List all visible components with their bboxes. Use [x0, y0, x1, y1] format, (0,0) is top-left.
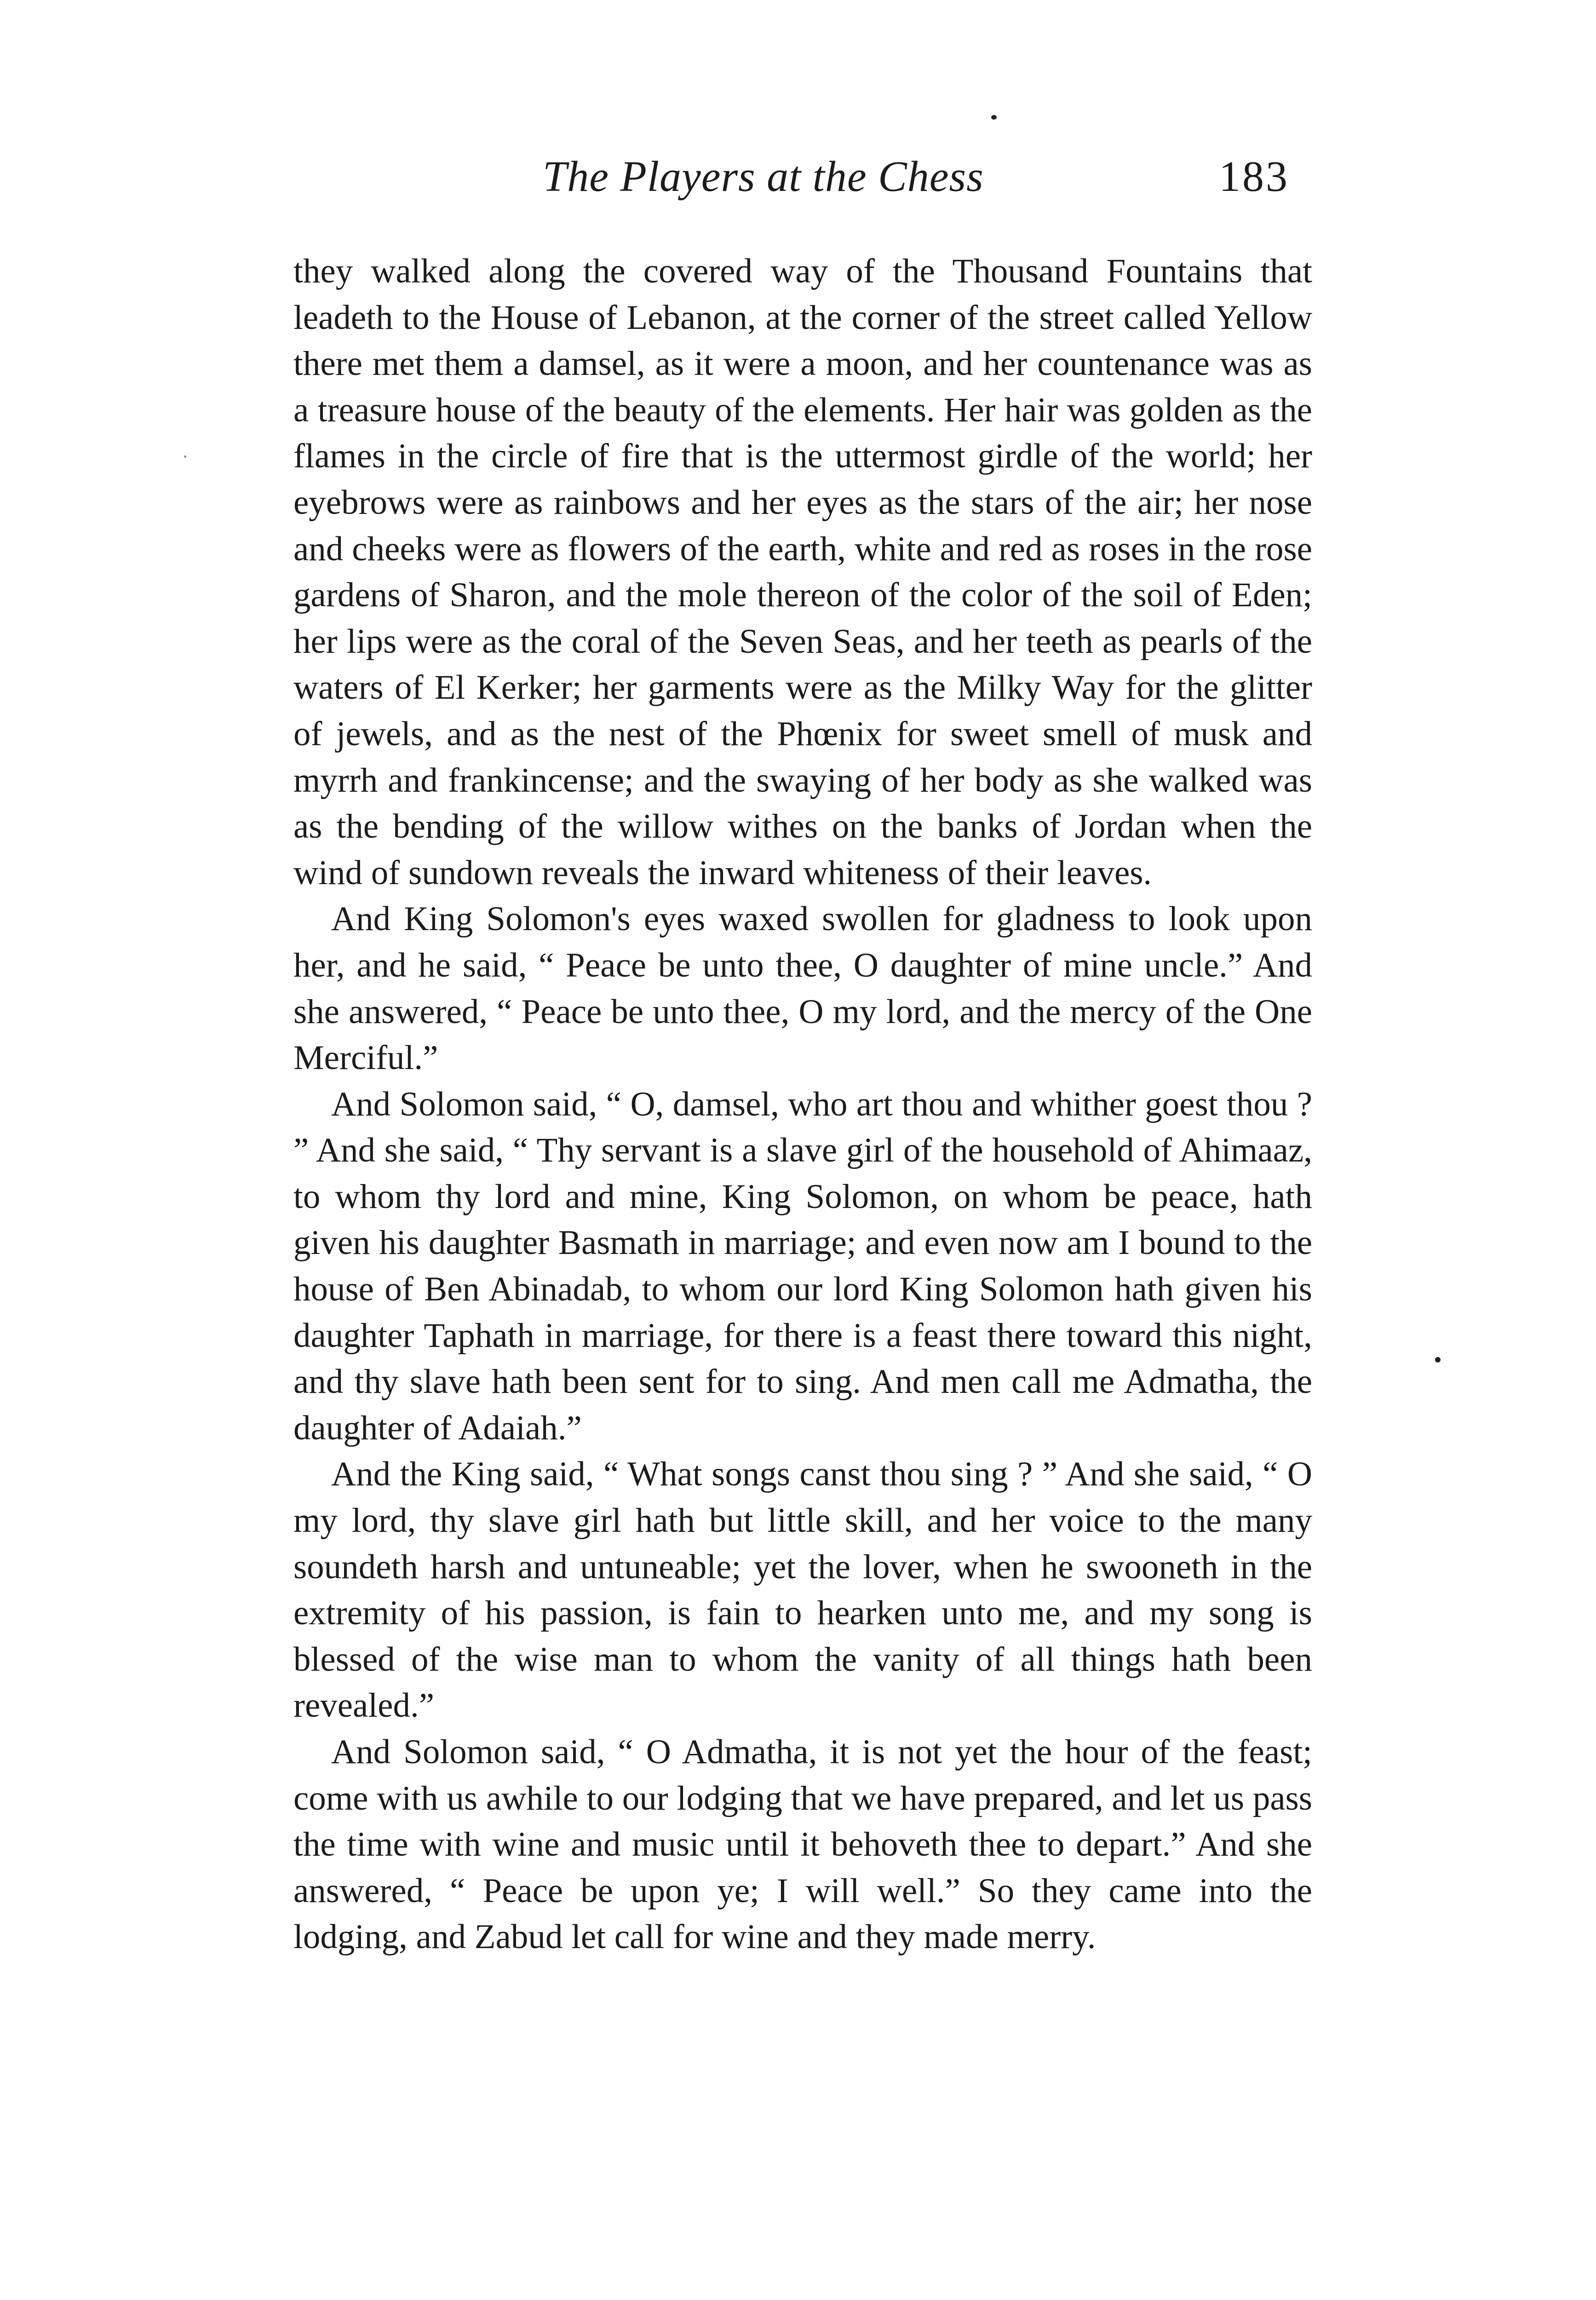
running-head: [0, 152, 1596, 212]
paragraph: And Solomon said, “ O Admatha, it is not yet the hour of the feast; come with us awhile to our lodging that we have prepared, and let us pass the time with wine and music until it behoveth thee to depart.” And she answered, “ Peace be upon ye; I will well.” So they came into the lodging, and Zabud let call for wine and they made merry.: [293, 1733, 1312, 1956]
paragraph: And King Solomon's eyes waxed swollen for gladness to look upon her, and he said, “ Peace be unto thee, O daughter of mine uncle.” And she answered, “ Peace be unto thee, O my lord, and the mercy of the One Merciful.”: [293, 900, 1312, 1077]
body-text: [293, 248, 1312, 1961]
paragraph-continued: they walked along the covered way of the Thousand Fountains that leadeth to the House of Lebanon, at the corner of the street called Yellow there met them a damsel, as it were a moon, and her countenance was as a treasure house of the beauty of the elements. Her hair was golden as the flames in the circle of fire that is the uttermost girdle of the world; her eyebrows were as rainbows and her eyes as the stars of the air; her nose and cheeks were as flowers of the earth, white and red as roses in the rose gardens of Sharon, and the mole thereon of the color of the soil of Eden; her lips were as the coral of the Seven Seas, and her teeth as pearls of the waters of El Kerker; her garments were as the Milky Way for the glitter of jewels, and as the nest of the Phœnix for sweet smell of musk and myrrh and frankincense; and the swaying of her body as she walked was as the bending of the willow withes on the banks of Jordan when the wind of sundown reveals the inward whiteness of their leaves.: [293, 252, 1312, 892]
paragraph: And the King said, “ What songs canst thou sing ? ” And she said, “ O my lord, thy slave girl hath but little skill, and her voice to the many soundeth harsh and untuneable; yet the lover, when he swooneth in the extremity of his passion, is fain to hearken unto me, and my song is blessed of the wise man to whom the vanity of all things hath been revealed.”: [293, 1455, 1312, 1725]
paragraph: And Solomon said, “ O, damsel, who art thou and whither goest thou ? ” And she said, “ Thy servant is a slave girl of the household of Ahimaaz, to whom thy lord and mine, King Solomon, on whom be peace, hath given his daughter Basmath in marriage; and even now am I bound to the house of Ben Abinadab, to whom our lord King Solomon hath given his daughter Taphath in marriage, for there is a feast there toward this night, and thy slave hath been sent for to sing. And men call me Admatha, the daughter of Adaiah.”: [293, 1085, 1312, 1447]
print-speck: [1435, 1357, 1441, 1363]
running-title: The Players at the Chess: [543, 153, 984, 201]
print-speck: [991, 115, 997, 120]
print-speck: [184, 455, 186, 458]
page-number: 183: [1219, 153, 1289, 201]
